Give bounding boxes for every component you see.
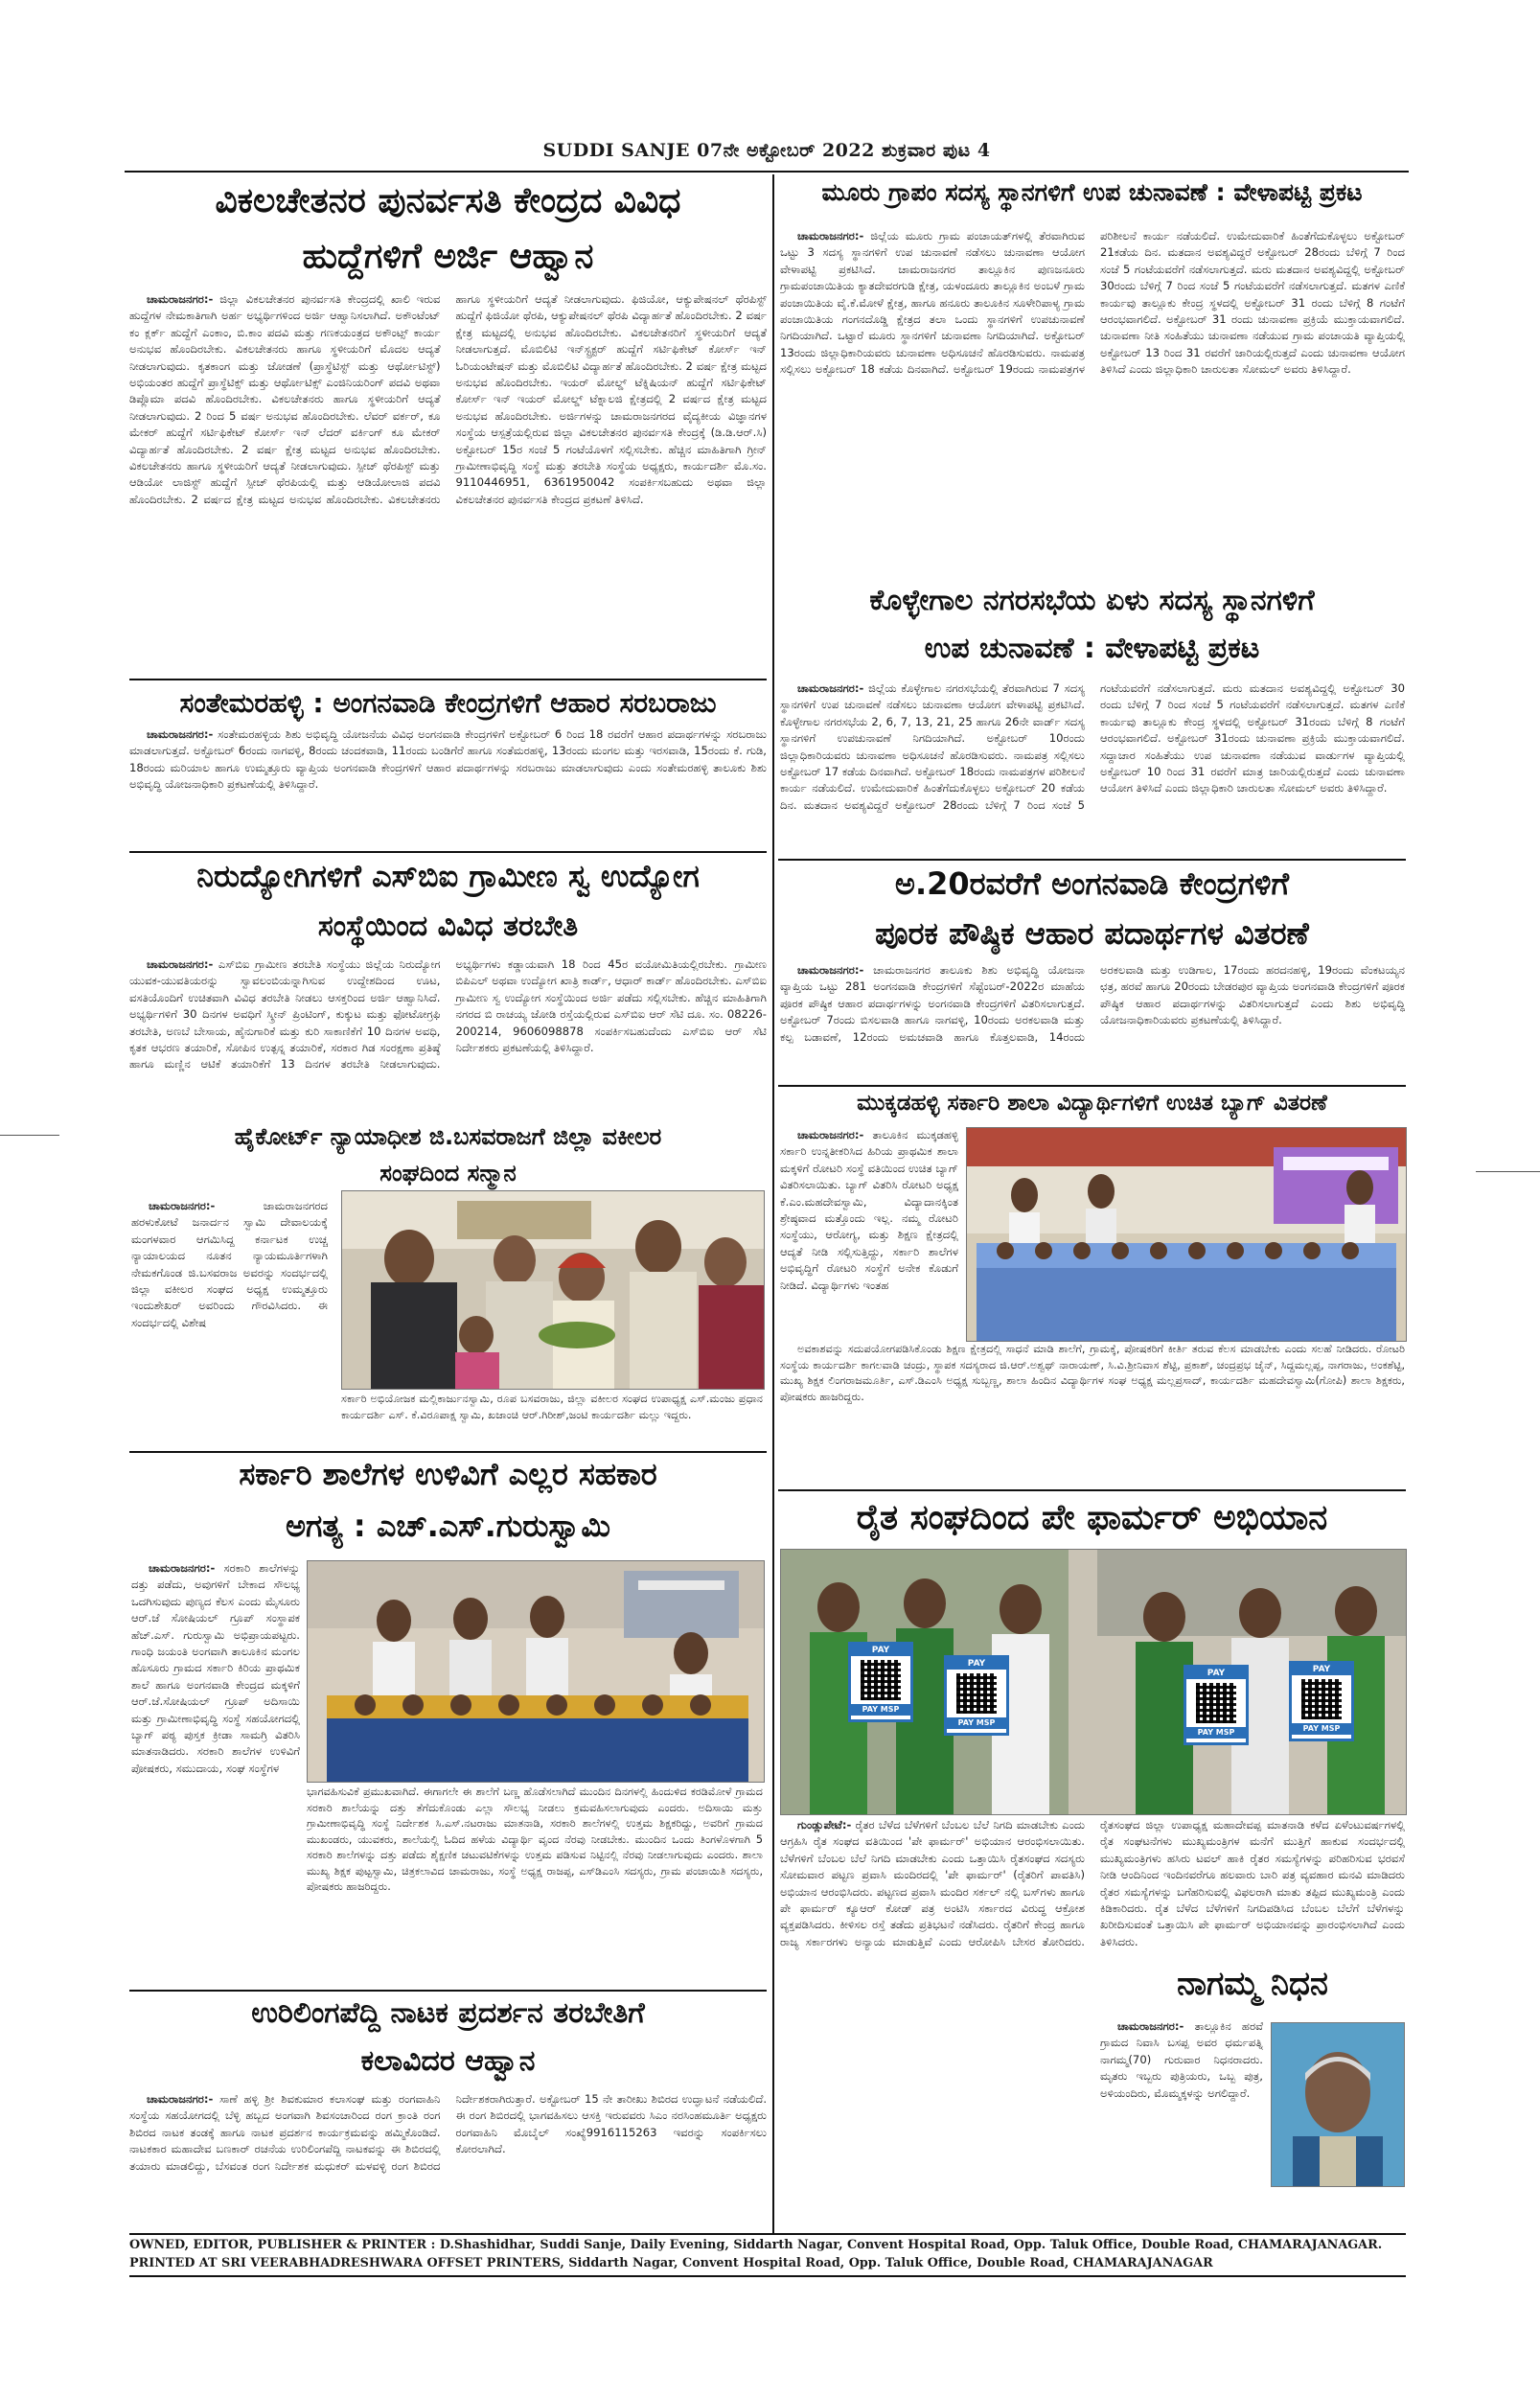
- qr-poster-label: PAY: [1186, 1668, 1246, 1679]
- article-text: ಜಿಲ್ಲೆಯ ಮೂರು ಗ್ರಾಮ ಪಂಚಾಯತ್‌ಗಳಲ್ಲಿ ತೆರವಾಗಿರುವ ಒಟ್ಟು 3 ಸದಸ್ಯ ಸ್ಥಾನಗಳಿಗೆ ಉಪ ಚುನಾವಣೆ ನಡೆಸಲು ಚುನಾವಣಾ ಆಯೋಗ ವೇಳಾಪಟ್ಟಿ ಪ್ರಕಟಿಸಿದೆ. ಚಾಮರಾಜನಗರ ತಾಲ್ಲೂಕಿನ ಪುಣಜನೂರು ಗ್ರಾಮಪಂಚಾಯಿತಿಯ ಕ್ಯಾತದೇವರಗುಡಿ ಕ್ಷೇತ್ರ, ಯಳಂದೂರು ತಾಲ್ಲೂಕಿನ ಅಂಬಳೆ ಗ್ರಾಮ ಪಂಚಾಯಿತಿಯ ವೈ.ಕೆ.ಮೋಳೆ ಕ್ಷೇತ್ರ, ಹಾಗೂ ಹನೂರು ತಾಲೂಕಿನ ಸೂಳೇರಿಪಾಳ್ಯ ಗ್ರಾಮ ಪಂಚಾಯಿತಿಯ ಗಂಗನದೊಡ್ಡಿ ಕ್ಷೇತ್ರದ ತಲಾ ಒಂದು ಸ್ಥಾನಗಳಿಗೆ ಉಪಚುನಾವಣೆ ನಿಗದಿಯಾಗಿದೆ. ಒಟ್ಟಾರೆ ಮೂರು ಸ್ಥಾನಗಳಿಗೆ ಚುನಾವಣಾ ನಿಗದಿಯಾಗಿದೆ. ಅಕ್ಟೋಬರ್ 13ರಂದು ಜಿಲ್ಲಾಧಿಕಾರಿಯವರು ಚುನಾವಣಾ ಅಧಿಸೂಚನೆ ಹೊರಡಿಸುವರು. ನಾಮಪತ್ರ ಸಲ್ಲಿಸಲು ಅಕ್ಟೋಬರ್ 18 ಕಡೆಯ ದಿನವಾಗಿದೆ. ಅಕ್ಟೋಬರ್ 19ರಂದು ನಾಮಪತ್ರಗಳ ಪರಿಶೀಲನೆ ಕಾರ್ಯ ನಡೆಯಲಿದೆ. ಉಮೇದುವಾರಿಕೆ ಹಿಂತೆಗೆದುಕೊಳ್ಳಲು ಅಕ್ಟೋಬರ್ 21ಕಡೆಯ ದಿನ. ಮತದಾನ ಅವಶ್ಯವಿದ್ದರೆ ಅಕ್ಟೋಬರ್ 28ರಂದು ಬೆಳಿಗ್ಗೆ 7 ರಿಂದ ಸಂಜೆ 5 ಗಂಟೆಯವರೆಗೆ ನಡೆಸಲಾಗುತ್ತದೆ. ಮರು ಮತದಾನ ಅವಶ್ಯವಿದ್ದಲ್ಲಿ ಅಕ್ಟೋಬರ್ 30ರಂದು ಬೆಳಿಗ್ಗೆ 7 ರಿಂದ ಸಂಜೆ 5 ಗಂಟೆಯವರೆಗೆ ನಡೆಸಲಾಗುತ್ತದೆ. ಮತಗಳ ಎಣಿಕೆ ಕಾರ್ಯವು ತಾಲ್ಲೂಕು ಕೇಂದ್ರ ಸ್ಥಳದಲ್ಲಿ ಅಕ್ಟೋಬರ್ 31 ರಂದು ಬೆಳಿಗ್ಗೆ 8 ಗಂಟೆಗೆ ಆರಂಭವಾಗಲಿದೆ. ಅಕ್ಟೋಬರ್ 31 ರಂದು ಚುನಾವಣಾ ಪ್ರಕ್ರಿಯೆ ಮುಕ್ತಾಯವಾಗಲಿದೆ. ಚುನಾವಣಾ ನೀತಿ ಸಂಹಿತೆಯು ಚುನಾವಣಾ ನಡೆಯುವ ಗ್ರಾಮ ಪಂಚಾಯತಿ ವ್ಯಾಪ್ತಿಯಲ್ಲಿ ಅಕ್ಟೋಬರ್ 13 ರಿಂದ 31 ರವರೆಗೆ ಜಾರಿಯಲ್ಲಿರುತ್ತದೆ ಎಂದು ಚುನಾವಣಾ ಆಯೋಗ ತಿಳಿಸಿದೆ ಎಂದು ಜಿಲ್ಲಾಧಿಕಾರಿ ಚಾರುಲತಾ ಸೋಮಲ್ ಅವರು ತಿಳಿಸಿದ್ದಾರೆ.: [780, 229, 1405, 377]
- article-text: ಚಾಮರಾಜನಗರ ತಾಲೂಕು ಶಿಶು ಅಭಿವೃದ್ಧಿ ಯೋಜನಾ ವ್ಯಾಪ್ತಿಯ ಒಟ್ಟು 281 ಅಂಗನವಾಡಿ ಕೇಂದ್ರಗಳಿಗೆ ಸೆಪ್ಟೆಂಬರ್-2022ರ ಮಾಹೆಯ ಪೂರಕ ಪೌಷ್ಠಿಕ ಆಹಾರ ಪದಾರ್ಥಗಳನ್ನು ಅಂಗನವಾಡಿ ಕೇಂದ್ರಗಳಿಗೆ ವಿತರಿಸಲಾಗುತ್ತದೆ. ಅಕ್ಟೋಬರ್ 7ರಂದು ಬಿಸಲವಾಡಿ ಹಾಗೂ ನಾಗವಳ್ಳಿ, 10ರಂದು ಅರಕಲವಾಡಿ ಮತ್ತು ಕಲ್ಪ ಬಡಾವಣೆ, 12ರಂದು ಅಮಚವಾಡಿ ಹಾಗೂ ಕೊತ್ತಲವಾಡಿ, 14ರಂದು ಅರಕಲವಾಡಿ ಮತ್ತು ಉಡಿಗಾಲ, 17ರಂದು ಹರದನಹಳ್ಳಿ, 19ರಂದು ವೆಂಕಟಯ್ಯನ ಛತ್ರ, ಹರವೆ ಹಾಗೂ 20ರಂದು ಬೇಡರಪುರ ವ್ಯಾಪ್ತಿಯ ಅಂಗನವಾಡಿ ಕೇಂದ್ರಗಳಿಗೆ ಪೂರಕ ಪೌಷ್ಠಿಕ ಆಹಾರ ಪದಾರ್ಥಗಳನ್ನು ವಿತರಿಸಲಾಗುತ್ತದೆ ಎಂದು ಶಿಶು ಅಭಿವೃದ್ಧಿ ಯೋಜನಾಧಿಕಾರಿಯವರು ಪ್ರಕಟಣೆಯಲ್ಲಿ ತಿಳಿಸಿದ್ದಾರೆ.: [780, 963, 1405, 1044]
- obituary-body: [1100, 2018, 1263, 2229]
- bags-headline: ಮುಕ್ಕಡಹಳ್ಳಿ ಸರ್ಕಾರಿ ಶಾಲಾ ವಿದ್ಯಾರ್ಥಿಗಳಿಗೆ ಉಚಿತ ಬ್ಯಾಗ್ ವಿತರಣೆ: [857, 1091, 1327, 1116]
- obituary-headline: ನಾಗಮ್ಮ ನಿಧನ: [1177, 1965, 1328, 2003]
- payfarmer-photo: [780, 1549, 1407, 1815]
- schools-photo: [307, 1560, 765, 1783]
- kollegal-headline-2: ಉಪ ಚುನಾವಣೆ : ವೇಳಾಪಟ್ಟಿ ಪ್ರಕಟ: [924, 632, 1260, 665]
- article-text: ಸಾಣೆ ಹಳ್ಳಿ ಶ್ರೀ ಶಿವಕುಮಾರ ಕಲಾಸಂಘ ಮತ್ತು ರಂಗವಾಹಿನಿ ಸಂಸ್ಥೆಯ ಸಹಯೋಗದಲ್ಲಿ ಬೆಳ್ಳಿ ಹಬ್ಬದ ಅಂಗವಾಗಿ ಶಿವಸಂಚಾರಿಂದ ರಂಗ ಕ್ರಾಂತಿ ರಂಗ ಶಿಬಿರದ ನಾಟಕ ತಂಡಕ್ಕೆ ಹಾಗೂ ನಾಟಕ ಪ್ರದರ್ಶನ ಕಾರ್ಯಕ್ರಮವನ್ನು ಹಮ್ಮಿಕೊಂಡಿದೆ. ನಾಟಕಕಾರ ಮಹಾದೇವ ಬಣಕಾರ್ ರಚನೆಯ ಉರಿಲಿಂಗಪೆದ್ದಿ ನಾಟಕವನ್ನು ಈ ಶಿಬಿರದಲ್ಲಿ ತಯಾರು ಮಾಡಲಿದ್ದು, ಬೆಸವಂತ ರಂಗ ನಿರ್ದೇಶಕ ಮಧುಕರ್ ಮಳವಳ್ಳಿ ರಂಗ ಶಿಬಿರದ ನಿರ್ದೇಶಕರಾಗಿರುತ್ತಾರೆ. ಅಕ್ಟೋಬರ್ 15 ನೇ ತಾರೀಖು ಶಿಬಿರದ ಉದ್ಘಾಟನೆ ನಡೆಯಲಿದೆ. ಈ ರಂಗ ಶಿಬಿರದಲ್ಲಿ ಭಾಗವಹಿಸಲು ಆಸಕ್ತಿ ಇರುವವರು ಸಿಎಂ ನರಸಿಂಹಮೂರ್ತಿ ಅಧ್ಯಕ್ಷರು ರಂಗವಾಹಿನಿ ಮೊಬೈಲ್ ಸಂಖ್ಯೆ9916115263 ಇವರನ್ನು ಸಂಪರ್ಕಿಸಲು ಕೋರಲಾಗಿದೆ.: [129, 2092, 767, 2173]
- kollegal-headline-1: ಕೊಳ್ಳೇಗಾಲ ನಗರಸಭೆಯ ಏಳು ಸದಸ್ಯ ಸ್ಥಾನಗಳಿಗೆ: [869, 584, 1315, 617]
- article-text: ರೈತರ ಬೆಳೆದ ಬೆಳೆಗಳಿಗೆ ಬೆಂಬಲ ಬೆಲೆ ನಿಗದಿ ಮಾಡಬೇಕು ಎಂದು ಆಗ್ರಹಿಸಿ ರೈತ ಸಂಘದ ವತಿಯಿಂದ 'ಪೇ ಫಾರ್ಮರ್' ಅಭಿಯಾನ ಆರಂಭಿಸಲಾಯಿತು. ಬೆಳೆಗಳಿಗೆ ಬೆಂಬಲ ಬೆಲೆ ನಿಗದಿ ಮಾಡಬೇಕು ಎಂದು ಒತ್ತಾಯಿಸಿ ರೈತಸಂಘದ ಸದಸ್ಯರು ಸೋಮವಾರ ಪಟ್ಟಣ ಪ್ರವಾಸಿ ಮಂದಿರದಲ್ಲಿ 'ಪೇ ಫಾರ್ಮರ್' (ರೈತರಿಗೆ ಪಾವತಿಸಿ) ಅಭಿಯಾನ ಆರಂಭಿಸಿದರು. ಪಟ್ಟಣದ ಪ್ರವಾಸಿ ಮಂದಿರ ಸರ್ಕಲ್ ನಲ್ಲಿ ಬಸ್‌ಗಳು ಹಾಗೂ ಪೇ ಫಾರ್ಮರ್ ಕ್ಯೂಆರ್ ಕೋಡ್ ಪತ್ರ ಅಂಟಿಸಿ ಸರ್ಕಾರದ ವಿರುದ್ಧ ಆಕ್ರೋಶ ವ್ಯಕ್ತಪಡಿಸಿದರು. ಕೀಳಿಸಲ ರಸ್ತೆ ತಡೆದು ಪ್ರತಿಭಟನೆ ನಡೆಸಿದರು. ರೈತರಿಗೆ ಕೇಂದ್ರ ಹಾಗೂ ರಾಜ್ಯ ಸರ್ಕಾರಗಳು ಅನ್ಯಾಯ ಮಾಡುತ್ತಿವೆ ಎಂದು ಆರೋಪಿಸಿ ಬೇಸರ ತೋರಿದರು. ರೈತಸಂಘದ ಜಿಲ್ಲಾ ಉಪಾಧ್ಯಕ್ಷ ಮಹಾದೇವಪ್ಪ ಮಾತನಾಡಿ ಕಳೆದ ಏಳೆಂಟುವರ್ಷಗಳಲ್ಲಿ ರೈತ ಸಂಘಟನೆಗಳು ಮುಖ್ಯಮಂತ್ರಿಗಳ ಮನೆಗೆ ಮುತ್ತಿಗೆ ಹಾಕುವ ಸಂದರ್ಭದಲ್ಲಿ ಮುಖ್ಯಮಂತ್ರಿಗಳು ಹಸಿರು ಟವಲ್ ಹಾಕಿ ರೈತರ ಸಮಸ್ಯೆಗಳನ್ನು ಪರಿಹರಿಸುವ ಭರವಸೆ ನೀಡಿ ಆಂದಿನಿಂದ ಇಂದಿನವರೆಗೂ ಹಲವಾರು ಬಾರಿ ಪತ್ರ ವ್ಯವಹಾರ ಮನವಿ ಮಾಡಿದರು ರೈತರ ಸಮಸ್ಯೆಗಳನ್ನು ಬಗೆಹರಿಸುವಲ್ಲಿ ವಿಫಲರಾಗಿ ಮಾತು ತಪ್ಪಿದ ಮುಖ್ಯಮಂತ್ರಿ ಎಂದು ಕಿಡಿಕಾರಿದರು. ರೈತ ಬೆಳೆದ ಬೆಳೆಗಳಿಗೆ ನಿಗದಿಪಡಿಸಿದ ಬೆಂಬಲ ಬೆಲೆಗೆ ಬೆಳೆಗಳನ್ನು ಖರೀದಿಸುವಂತೆ ಒತ್ತಾಯಿಸಿ ಪೇ ಫಾರ್ಮರ್ ಅಭಿಯಾನವನ್ನು ಪ್ರಾರಂಭಿಸಲಾಗಿದೆ ಎಂದು ತಿಳಿಸಿದರು.: [780, 1818, 1405, 1948]
- qr-code-icon: [956, 1673, 997, 1714]
- nutrition-headline-1: ಅ.20ರವರೆಗೆ ಅಂಗನವಾಡಿ ಕೇಂದ್ರಗಳಿಗೆ: [894, 865, 1290, 902]
- dateline: ಚಾಮರಾಜನಗರ:-: [797, 963, 864, 977]
- margin-mark-right: [1476, 1171, 1540, 1172]
- footer-line-2: PRINTED AT SRI VEERABHADRESHWARA OFFSET PRINTERS, Siddarth Nagar, Convent Hospital Road, Opp. Taluk Office, Double Road, CHAMARAJANAGAR: [129, 2256, 1213, 2270]
- footer-rule: [129, 2233, 1406, 2235]
- column-divider: [772, 174, 774, 2233]
- schools-article-body: [131, 1560, 300, 2039]
- qr-poster-label: PAY: [1292, 1664, 1351, 1675]
- masthead: [125, 140, 1409, 169]
- issue-date: 07ನೇ ಅಕ್ಟೋಬರ್ 2022 ಶುಕ್ರವಾರ: [697, 140, 936, 161]
- qr-poster: [848, 1642, 913, 1722]
- qr-code-icon: [861, 1660, 901, 1700]
- dateline: ಚಾಮರಾಜನಗರ:-: [147, 292, 214, 306]
- schools-photo-art: [308, 1561, 764, 1782]
- schools-headline-2: ಅಗತ್ಯ : ಎಚ್.ಎಸ್.ಗುರುಸ್ವಾಮಿ: [285, 1508, 611, 1544]
- obituary-portrait: [1271, 2022, 1405, 2187]
- qr-poster-label-bottom: PAY MSP: [947, 1717, 1006, 1729]
- schools-caption: ಭಾಗವಹಿಸುವಿಕೆ ಪ್ರಮುಖವಾಗಿದೆ. ಈಗಾಗಲೇ ಈ ಶಾಲೆಗೆ ಬಣ್ಣ ಹೊಡೆಸಲಾಗಿದೆ ಮುಂದಿನ ದಿನಗಳಲ್ಲಿ ಹಿಂದುಳಿದ ಕರಡಿಮೋಳೆ ಗ್ರಾಮದ ಸರಕಾರಿ ಶಾಲೆಯನ್ನು ದತ್ತು ತೆಗೆದುಕೊಂಡು ಎಲ್ಲಾ ಸೌಲಭ್ಯ ನೀಡಲು ಕ್ರಮವಹಿಸಲಾಗುವುದು ಎಂದರು. ಅದಿಸಾಯಿ ಮತ್ತು ಗ್ರಾಮೀಣಾಭಿವೃದ್ಧಿ ಸಂಸ್ಥೆ ನಿರ್ದೇಶಕ ಸಿ.ಎಸ್.ನಟರಾಜು ಮಾತನಾಡಿ, ಸರಕಾರಿ ಶಾಲೆಗಳಲ್ಲಿ ಉತ್ತಮ ಶಿಕ್ಷಕರಿದ್ದು, ಅವರಿಗೆ ಗ್ರಾಮದ ಮುಖಂಡರು, ಯುವಕರು, ಶಾಲೆಯಲ್ಲಿ ಓದಿದ ಹಳೆಯ ವಿದ್ಯಾರ್ಥಿ ವೃಂದ ನೆರವು ನೀಡಬೇಕು. ಮುಂದಿನ ಒಂದು ತಿಂಗಳೊಳಗಾಗಿ 5 ಸರಕಾರಿ ಶಾಲೆಗಳನ್ನು ದತ್ತು ಪಡೆದು ಶೈಕ್ಷಣಿಕ ಚಟುವಟಿಕೆಗಳನ್ನು ಉತ್ತಮ ಪಡಿಸುವ ನಿಟ್ಟಿನಲ್ಲಿ ನೆರವು ನೀಡಲಾಗುವುದು ಎಂದರು. ಶಾಲಾ ಮುಖ್ಯ ಶಿಕ್ಷಕ ಪುಟ್ಟಸ್ವಾಮಿ, ಚಿತ್ರಕಲಾವಿದ ಚಾಮರಾಜು, ಸಂಸ್ಥೆ ಅಧ್ಯಕ್ಷ ರಾಜಪ್ಪ, ಎಸ್‌ಡಿಎಂಸಿ ಸದಸ್ಯರು, ಗ್ರಾಮ ಪಂಚಾಯಿತಿ ಸದಸ್ಯರು, ಪೋಷಕರು ಹಾಜರಿದ್ದರು.: [307, 1785, 763, 1893]
- bags-caption: ಅವಕಾಶವನ್ನು ಸದುಪಯೋಗಪಡಿಸಿಕೊಂಡು ಶಿಕ್ಷಣ ಕ್ಷೇತ್ರದಲ್ಲಿ ಸಾಧನೆ ಮಾಡಿ ಶಾಲೆಗೆ, ಗ್ರಾಮಕ್ಕೆ, ಪೋಷಕರಿಗೆ ಕೀರ್ತಿ ತರುವ ಕೆಲಸ ಮಾಡಬೇಕು ಎಂದು ಸಲಹೆ ನೀಡಿದರು. ರೋಟರಿ ಸಂಸ್ಥೆಯ ಕಾರ್ಯದರ್ಶಿ ಕಾಗಲವಾಡಿ ಚಂದ್ರು, ಸ್ಥಾಪಕ ಸದಸ್ಯರಾದ ಜಿ.ಆರ್.ಅಶ್ವಥ್ ನಾರಾಯಣ್, ಸಿ.ವಿ.ಶ್ರೀನಿವಾಸ ಶೆಟ್ಟಿ, ಪ್ರಕಾಶ್, ಚಂದ್ರಪ್ರಭ ಜೈನ್, ಸಿದ್ದಮಲ್ಲಪ್ಪ, ನಾಗರಾಜು, ಅಂಕಶೆಟ್ಟಿ, ಮುಖ್ಯ ಶಿಕ್ಷಕ ಲಿಂಗರಾಜಮೂರ್ತಿ, ಎಸ್.ಡಿಎಂಸಿ ಅಧ್ಯಕ್ಷ ಸುಬ್ಬಣ್ಣ, ಶಾಲಾ ಹಿಂದಿನ ವಿದ್ಯಾರ್ಥಿಗಳ ಸಂಘ ಅಧ್ಯಕ್ಷ ಮಲ್ಲಪ್ರಸಾದ್, ಕಾರ್ಯದರ್ಶಿ ಮಹದೇವಸ್ವಾಮಿ(ಗೋಪಿ) ಶಾಲಾ ಶಿಕ್ಷಕರು, ಪೋಷಕರು ಹಾಜರಿದ್ದರು.: [780, 1343, 1405, 1403]
- obituary-portrait-art: [1272, 2023, 1404, 2186]
- dateline: ಚಾಮರಾಜನಗರ:-: [147, 2092, 214, 2106]
- page-number: ಪುಟ 4: [942, 140, 991, 161]
- bags-photo: [966, 1127, 1407, 1342]
- margin-mark-left: [0, 1135, 59, 1136]
- kollegal-body: [780, 680, 1405, 882]
- qr-poster: [1184, 1665, 1249, 1745]
- dateline: ಚಾಮರಾಜನಗರ:-: [149, 1561, 216, 1575]
- qr-poster-label-bottom: PAY MSP: [1292, 1723, 1351, 1735]
- sbi-headline-2: ಸಂಸ್ಥೆಯಿಂದ ವಿವಿಧ ತರಬೇತಿ: [317, 910, 579, 943]
- dateline: ಚಾಮರಾಜನಗರ:-: [147, 727, 214, 741]
- payfarmer-headline: ರೈತ ಸಂಘದಿಂದ ಪೇ ಫಾರ್ಮರ್ ಅಭಿಯಾನ: [856, 1498, 1328, 1537]
- nutrition-headline-2: ಪೂರಕ ಪೌಷ್ಠಿಕ ಆಹಾರ ಪದಾರ್ಥಗಳ ವಿತರಣೆ: [875, 915, 1309, 952]
- felicitation-caption: ಸರ್ಕಾರಿ ಅಭಿಯೋಜಕ ಮಲ್ಲಿಕಾರ್ಜುನಸ್ವಾಮಿ, ರೂಪ ಬಸವರಾಜು, ಜಿಲ್ಲಾ ವಕೀಲರ ಸಂಘದ ಉಪಾಧ್ಯಕ್ಷ ಎಸ್.ಮಂಜು ಪ್ರಧಾನ ಕಾರ್ಯದರ್ಶಿ ಎಸ್. ಕೆ.ವಿರೂಪಾಕ್ಷ ಸ್ವಾಮಿ, ಖಜಾಂಚಿ ಆರ್.ಗಿರೀಶ್,ಜಂಟಿ ಕಾರ್ಯದರ್ಶಿ ಮಲ್ಲು ಇದ್ದರು.: [341, 1393, 763, 1421]
- masthead-rule: [125, 171, 1409, 173]
- highcourt-article-body: [131, 1198, 328, 1449]
- felicitation-photo-art: [342, 1191, 764, 1389]
- drama-article-body: [129, 2091, 767, 2231]
- highcourt-headline-2: ಸಂಘದಿಂದ ಸನ್ಮಾನ: [379, 1160, 517, 1186]
- rehab-article-body: [129, 291, 767, 675]
- article-text: ಜಿಲ್ಲೆಯ ಕೊಳ್ಳೇಗಾಲ ನಗರಸಭೆಯಲ್ಲಿ ತೆರವಾಗಿರುವ 7 ಸದಸ್ಯ ಸ್ಥಾನಗಳಿಗೆ ಉಪ ಚುನಾವಣೆ ನಡೆಸಲು ಚುನಾವಣಾ ಆಯೋಗ ವೇಳಾಪಟ್ಟಿ ಪ್ರಕಟಿಸಿದೆ. ಕೊಳ್ಳೇಗಾಲ ನಗರಸಭೆಯ 2, 6, 7, 13, 21, 25 ಹಾಗೂ 26ನೇ ವಾರ್ಡ್ ಸದಸ್ಯ ಸ್ಥಾನಗಳಿಗೆ ಉಪಚುನಾವಣೆ ನಿಗದಿಯಾಗಿದೆ. ಅಕ್ಟೋಬರ್ 10ರಂದು ಜಿಲ್ಲಾಧಿಕಾರಿಯವರು ಚುನಾವಣಾ ಅಧಿಸೂಚನೆ ಹೊರಡಿಸುವರು. ನಾಮಪತ್ರ ಸಲ್ಲಿಸಲು ಅಕ್ಟೋಬರ್ 17 ಕಡೆಯ ದಿನವಾಗಿದೆ. ಅಕ್ಟೋಬರ್ 18ರಂದು ನಾಮಪತ್ರಗಳ ಪರಿಶೀಲನೆ ಕಾರ್ಯ ನಡೆಯಲಿದೆ. ಉಮೇದುವಾರಿಕೆ ಹಿಂತೆಗೆದುಕೊಳ್ಳಲು ಅಕ್ಟೋಬರ್ 20 ಕಡೆಯ ದಿನ. ಮತದಾನ ಅವಶ್ಯವಿದ್ದರೆ ಅಕ್ಟೋಬರ್ 28ರಂದು ಬೆಳಿಗ್ಗೆ 7 ರಿಂದ ಸಂಜೆ 5 ಗಂಟೆಯವರೆಗೆ ನಡೆಸಲಾಗುತ್ತದೆ. ಮರು ಮತದಾನ ಅವಶ್ಯವಿದ್ದಲ್ಲಿ ಅಕ್ಟೋಬರ್ 30 ರಂದು ಬೆಳಿಗ್ಗೆ 7 ರಿಂದ ಸಂಜೆ 5 ಗಂಟೆಯವರೆಗೆ ನಡೆಸಲಾಗುತ್ತದೆ. ಮತಗಳ ಎಣಿಕೆ ಕಾರ್ಯವು ತಾಲ್ಲೂಕು ಕೇಂದ್ರ ಸ್ಥಳದಲ್ಲಿ ಅಕ್ಟೋಬರ್ 31ರಂದು ಬೆಳಿಗ್ಗೆ 8 ಗಂಟೆಗೆ ಆರಂಭವಾಗಲಿದೆ. ಅಕ್ಟೋಬರ್ 31ರಂದು ಚುನಾವಣಾ ಪ್ರಕ್ರಿಯೆ ಮುಕ್ತಾಯವಾಗಲಿದೆ. ಸದ್ದಾಚಾರ ಸಂಹಿತೆಯು ಉಪ ಚುನಾವಣಾ ನಡೆಯುವ ವಾರ್ಡುಗಳ ವ್ಯಾಪ್ತಿಯಲ್ಲಿ ಅಕ್ಟೋಬರ್ 10 ರಿಂದ 31 ರವರೆಗೆ ಮಾತ್ರ ಜಾರಿಯಲ್ಲಿರುತ್ತದೆ ಎಂದು ಚುನಾವಣಾ ಆಯೋಗ ತಿಳಿಸಿದೆ ಎಂದು ಜಿಲ್ಲಾಧಿಕಾರಿ ಚಾರುಲತಾ ಸೋಮಲ್ ಅವರು ತಿಳಿಸಿದ್ದಾರೆ.: [780, 681, 1405, 812]
- article-text: ತಾಲ್ಲೂಕಿನ ಹರವೆ ಗ್ರಾಮದ ನಿವಾಸಿ ಬಸಪ್ಪ ಅವರ ಧರ್ಮಪತ್ನಿ ನಾಗಮ್ಮ(70) ಗುರುವಾರ ನಿಧನರಾದರು. ಮೃತರು ಇಬ್ಬರು ಪುತ್ರಿಯರು, ಒಬ್ಬ ಪುತ್ರ, ಅಳಿಯಂದಿರು, ಮೊಮ್ಮಕ್ಕಳನ್ನು ಅಗಲಿದ್ದಾರೆ.: [1100, 2019, 1263, 2100]
- article-text: ಎಸ್‌ಬಿಐ ಗ್ರಾಮೀಣ ತರಬೇತಿ ಸಂಸ್ಥೆಯು ಜಿಲ್ಲೆಯ ನಿರುದ್ಯೋಗ ಯುವಕ-ಯುವತಿಯರನ್ನು ಸ್ವಾವಲಂಬಿಯನ್ನಾಗಿಸುವ ಉದ್ದೇಶದಿಂದ ಊಟ, ವಸತಿಯೊಂದಿಗೆ ಉಚಿತವಾಗಿ ವಿವಿಧ ತರಬೇತಿ ನೀಡಲು ಆಸಕ್ತರಿಂದ ಅರ್ಜಿ ಆಹ್ವಾನಿಸಿದೆ. ಅಭ್ಯರ್ಥಿಗಳಿಗೆ 30 ದಿನಗಳ ಅವಧಿಗೆ ಸ್ಕ್ರೀನ್ ಪ್ರಿಂಟಿಂಗ್, ಕುಕ್ಕುಟ ಮತ್ತು ಫೋಟೋಗ್ರಫಿ ತರಬೇತಿ, ಅಣಬೆ ಬೇಸಾಯ, ಹೈನುಗಾರಿಕೆ ಮತ್ತು ಕುರಿ ಸಾಕಾಣಿಕೆಗೆ 10 ದಿನಗಳ ಅವಧಿ, ಕೃತಕ ಆಭರಣ ತಯಾರಿಕೆ, ಸೋಪಿನ ಉತ್ಪನ್ನ ತಯಾರಿಕೆ, ಸರಕಾರ ಗಿಡ ಸಂರಕ್ಷಣಾ ಪ್ರತಿಷ್ಠೆ ಹಾಗೂ ಮಣ್ಣಿನ ಆಟಿಕೆ ತಯಾರಿಕೆಗೆ 13 ದಿನಗಳ ತರಬೇತಿ ನೀಡಲಾಗುವುದು. ಅಭ್ಯರ್ಥಿಗಳು ಕಡ್ಡಾಯವಾಗಿ 18 ರಿಂದ 45ರ ವಯೋಮಿತಿಯಲ್ಲಿರಬೇಕು. ಗ್ರಾಮೀಣ ಬಿಪಿಎಲ್ ಅಥವಾ ಉದ್ಯೋಗ ಖಾತ್ರಿ ಕಾರ್ಡ್, ಆಧಾರ್ ಕಾರ್ಡ್ ಹೊಂದಿರಬೇಕು. ಎಸ್‌ಬಿಐ ಗ್ರಾಮೀಣ ಸ್ವ ಉದ್ಯೋಗ ಸಂಸ್ಥೆಯಿಂದ ಅರ್ಜಿ ಪಡೆದು ಸಲ್ಲಿಸಬೇಕು. ಹೆಚ್ಚಿನ ಮಾಹಿತಿಗಾಗಿ ನಗರದ ಬಿ ರಾಚಯ್ಯ ಜೋಡಿ ರಸ್ತೆಯಲ್ಲಿರುವ ಎಸ್‌ಬಿಐ ಆರ್ ಸೆಟಿ ದೂ. ಸಂ. 08226-200214, 9606098878 ಸಂಪರ್ಕಿಸಬಹುದೆಂದು ಎಸ್‌ಬಿಐ ಆರ್ ಸೆಟಿ ನಿರ್ದೇಶಕರು ಪ್ರಕಟಣೆಯಲ್ಲಿ ತಿಳಿಸಿದ್ದಾರೆ.: [129, 957, 767, 1071]
- dateline: ಚಾಮರಾಜನಗರ:-: [797, 229, 864, 242]
- sbi-headline-1: ನಿರುದ್ಯೋಗಿಗಳಿಗೆ ಎಸ್‌ಬಿಐ ಗ್ರಾಮೀಣ ಸ್ವ ಉದ್ಯೋಗ: [196, 858, 700, 894]
- article-text: ಸರಕಾರಿ ಶಾಲೆಗಳನ್ನು ದತ್ತು ಪಡೆದು, ಅವುಗಳಿಗೆ ಬೇಕಾದ ಸೌಲಭ್ಯ ಒದಗಿಸುವುದು ಪುಣ್ಯದ ಕೆಲಸ ಎಂದು ಮೈಸೂರು ಆರ್.ಜೆ ಸೋಷಿಯಲ್ ಗ್ರೂಪ್ ಸಂಸ್ಥಾಪಕ ಹೆಚ್.ಎಸ್. ಗುರುಸ್ವಾಮಿ ಅಭಿಪ್ರಾಯಪಟ್ಟರು. ಗಾಂಧಿ ಜಯಂತಿ ಅಂಗವಾಗಿ ತಾಲೂಕಿನ ಮಂಗಲ ಹೊಸೂರು ಗ್ರಾಮದ ಸರ್ಕಾರಿ ಕಿರಿಯ ಪ್ರಾಥಮಿಕ ಶಾಲೆ ಹಾಗೂ ಅಂಗನವಾಡಿ ಕೇಂದ್ರದ ಮಕ್ಕಳಿಗೆ ಆರ್.ಜೆ.ಸೋಷಿಯಲ್ ಗ್ರೂಪ್ ಅದಿಸಾಯಿ ಮತ್ತು ಗ್ರಾಮೀಣಾಭಿವೃದ್ಧಿ ಸಂಸ್ಥೆ ಸಹಯೋಗದಲ್ಲಿ ಬ್ಯಾಗ್ ಪಠ್ಯ ಪುಸ್ತಕ ಕ್ರೀಡಾ ಸಾಮಗ್ರಿ ವಿತರಿಸಿ ಮಾತನಾಡಿದರು. ಸರಕಾರಿ ಶಾಲೆಗಳ ಉಳಿವಿಗೆ ಪೋಷಕರು, ಸಮುದಾಯ, ಸಂಘ ಸಂಸ್ಥೆಗಳ: [131, 1561, 300, 1775]
- dateline: ಚಾಮರಾಜನಗರ:-: [797, 1128, 864, 1141]
- drama-headline-1: ಉರಿಲಿಂಗಪೆದ್ದಿ ನಾಟಕ ಪ್ರದರ್ಶನ ತರಬೇತಿಗೆ: [251, 1996, 645, 2030]
- dateline: ಚಾಮರಾಜನಗರ:-: [149, 1199, 216, 1212]
- dateline: ಚಾಮರಾಜನಗರ:-: [797, 681, 864, 695]
- bags-photo-art: [967, 1128, 1406, 1341]
- footer-rule-bottom: [129, 2275, 1406, 2277]
- qr-code-icon: [1196, 1683, 1236, 1723]
- article-text: ಸಂತೇಮರಹಳ್ಳಿಯ ಶಿಶು ಅಭಿವೃದ್ಧಿ ಯೋಜನೆಯ ವಿವಿಧ ಅಂಗನವಾಡಿ ಕೇಂದ್ರಗಳಿಗೆ ಅಕ್ಟೋಬರ್ 6 ರಿಂದ 18 ರವರೆಗೆ ಆಹಾರ ಪದಾರ್ಥಗಳನ್ನು ಸರಬರಾಜು ಮಾಡಲಾಗುತ್ತದೆ. ಅಕ್ಟೋಬರ್ 6ರಂದು ನಾಗವಳ್ಳಿ, 8ರಂದು ಚಂದಕವಾಡಿ, 11ರಂದು ಬಂಡಿಗೆರೆ ಹಾಗೂ ಸಂತೆಮರಹಳ್ಳಿ, 13ರಂದು ಮಂಗಲ ಮತ್ತು ಇರಸವಾಡಿ, 15ರಂದು ಕೆ. ಗುಡಿ, 18ರಂದು ಮರಿಯಾಲ ಹಾಗೂ ಉಮ್ಮತ್ತೂರು ವ್ಯಾಪ್ತಿಯ ಅಂಗನವಾಡಿ ಕೇಂದ್ರಗಳಿಗೆ ಆಹಾರ ಪದಾರ್ಥಗಳನ್ನು ಸರಬರಾಜು ಮಾಡಲಾಗುವುದು ಎಂದು ಸಂತೇಮರಹಳ್ಳಿ ತಾಲೂಕು ಶಿಶು ಅಭಿವೃದ್ಧಿ ಯೋಜನಾಧಿಕಾರಿ ಪ್ರಕಟಣೆಯಲ್ಲಿ ತಿಳಿಸಿದ್ದಾರೆ.: [129, 727, 767, 792]
- qr-code-icon: [1301, 1679, 1342, 1719]
- drama-headline-2: ಕಲಾವಿದರ ಆಹ್ವಾನ: [360, 2044, 536, 2078]
- article-text: ಜಿಲ್ಲಾ ವಿಕಲಚೇತನರ ಪುನರ್ವಸತಿ ಕೇಂದ್ರದಲ್ಲಿ ಖಾಲಿ ಇರುವ ಹುದ್ದೆಗಳ ನೇಮಕಾತಿಗಾಗಿ ಅರ್ಹ ಅಭ್ಯರ್ಥಿಗಳಿಂದ ಅರ್ಜಿ ಆಹ್ವಾನಿಸಲಾಗಿದೆ. ಅಕೌಂಟೆಂಟ್ ಕಂ ಕ್ಲರ್ಕ್ ಹುದ್ದೆಗೆ ಎಂಕಾಂ, ಬಿ.ಕಾಂ ಪದವಿ ಮತ್ತು ಗಣಕಯಂತ್ರದ ಅಕೌಂಟ್ಸ್ ಕಾರ್ಯ ಅನುಭವ ಹೊಂದಿರಬೇಕು. ವಿಕಲಚೇತನರು ಹಾಗೂ ಸ್ಥಳೀಯರಿಗೆ ಮೊದಲ ಆದ್ಯತೆ ನೀಡಲಾಗುವುದು. ಕೃತಕಾಂಗ ಮತ್ತು ಜೋಡಣೆ (ಪ್ರಾಸ್ಥೆಟಿಸ್ಟ್ ಮತ್ತು ಆರ್ಥೋಟಿಸ್ಟ್) ಅಭಿಯಂತರ ಹುದ್ದೆಗೆ ಪ್ರಾಸ್ಥೆಟಿಕ್ಸ್ ಮತ್ತು ಆರ್ಥೋಟಿಕ್ಸ್ ಎಂಜಿನಿಯರಿಂಗ್ ಪದವಿ ಅಥವಾ ಡಿಪ್ಲೊಮಾ ಪದವಿ ಹೊಂದಿರಬೇಕು. ವಿಕಲಚೇತನರು ಹಾಗೂ ಸ್ಥಳೀಯರಿಗೆ ಆದ್ಯತೆ ನೀಡಲಾಗುವುದು. 2 ರಿಂದ 5 ವರ್ಷ ಅನುಭವ ಹೊಂದಿರಬೇಕು. ಲೆವರ್ ವರ್ಕರ್, ಕೂ ಮೇಕರ್ ಹುದ್ದೆಗೆ ಸರ್ಟಿಫಿಕೇಟ್ ಕೋರ್ಸ್ ಇನ್ ಲೆದರ್ ವರ್ಕಿಂಗ್ ಕೂ ಮೇಕರ್ ವಿದ್ಯಾರ್ಹತೆ ಹೊಂದಿರಬೇಕು. 2 ವರ್ಷ ಕ್ಷೇತ್ರ ಮಟ್ಟದ ಅನುಭವ ಹೊಂದಿರಬೇಕು. ವಿಕಲಚೇತನರು ಹಾಗೂ ಸ್ಥಳೀಯರಿಗೆ ಆದ್ಯತೆ ನೀಡಲಾಗುವುದು. ಸ್ಪೀಚ್ ಥೆರಪಿಸ್ಟ್ ಮತ್ತು ಆಡಿಯೋ ಲಾಜಿಸ್ಟ್ ಹುದ್ದೆಗೆ ಸ್ಪೀಚ್ ಥೆರಪಿಯಲ್ಲಿ ಮತ್ತು ಆಡಿಯೋಲಾಜಿ ಪದವಿ ಹೊಂದಿರಬೇಕು. 2 ವರ್ಷದ ಕ್ಷೇತ್ರ ಮಟ್ಟದ ಅನುಭವ ಹೊಂದಿರಬೇಕು. ವಿಕಲಚೇತನರು ಹಾಗೂ ಸ್ಥಳೀಯರಿಗೆ ಆದ್ಯತೆ ನೀಡಲಾಗುವುದು. ಫಿಜಿಯೋ, ಆಕ್ಯುಪೇಷನಲ್ ಥೆರಪಿಸ್ಟ್ ಹುದ್ದೆಗೆ ಫಿಜಿಯೋ ಥೆರಪಿ, ಆಕ್ಯುಪೇಷನಲ್ ಥೆರಪಿ ವಿದ್ಯಾರ್ಹತೆ ಹೊಂದಿರಬೇಕು. 2 ವರ್ಷ ಕ್ಷೇತ್ರ ಮಟ್ಟದಲ್ಲಿ ಅನುಭವ ಹೊಂದಿರಬೇಕು. ವಿಕಲಚೇತನರಿಗೆ ಸ್ಥಳೀಯರಿಗೆ ಆದ್ಯತೆ ನೀಡಲಾಗುತ್ತದೆ. ಮೊಬಿಲಿಟಿ ಇನ್‌ಸ್ಟ್ರಕ್ಟರ್ ಹುದ್ದೆಗೆ ಸರ್ಟಿಫಿಕೇಟ್ ಕೋರ್ಸ್ ಇನ್ ಓರಿಯಂಟೇಷನ್ ಮತ್ತು ಮೊಬಿಲಿಟಿ ವಿದ್ಯಾರ್ಹತೆ ಹೊಂದಿರಬೇಕು. 2 ವರ್ಷ ಕ್ಷೇತ್ರ ಮಟ್ಟದ ಅನುಭವ ಹೊಂದಿರಬೇಕು. ಇಯರ್ ಮೋಲ್ಡ್ ಟೆಕ್ನಿಷಿಯನ್ ಹುದ್ದೆಗೆ ಸರ್ಟಿಫಿಕೇಟ್ ಕೋರ್ಸ್ ಇನ್ ಇಯರ್ ಮೋಲ್ಡ್ ಟೆಕ್ನಾಲಜಿ ಕ್ಷೇತ್ರದಲ್ಲಿ 2 ವರ್ಷದ ಕ್ಷೇತ್ರ ಮಟ್ಟದ ಅನುಭವ ಹೊಂದಿರಬೇಕು. ಅರ್ಜಿಗಳನ್ನು ಚಾಮರಾಜನಗರದ ವೈದ್ಯಕೀಯ ವಿಜ್ಞಾನಗಳ ಸಂಸ್ಥೆಯ ಆಸ್ಪತ್ರೆಯಲ್ಲಿರುವ ಜಿಲ್ಲಾ ವಿಕಲಚೇತನರ ಪುನರ್ವಸತಿ ಕೇಂದ್ರಕ್ಕೆ (ಡಿ.ಡಿ.ಆರ್.ಸಿ) ಅಕ್ಟೋಬರ್ 15ರ ಸಂಜೆ 5 ಗಂಟೆಯೊಳಗೆ ಸಲ್ಲಿಸಬೇಕು. ಹೆಚ್ಚಿನ ಮಾಹಿತಿಗಾಗಿ ಗ್ರೀನ್ ಗ್ರಾಮೀಣಾಭಿವೃದ್ಧಿ ಸಂಸ್ಥೆ ಮತ್ತು ತರಬೇತಿ ಸಂಸ್ಥೆಯ ಅಧ್ಯಕ್ಷರು, ಕಾರ್ಯದರ್ಶಿ ಮೊ.ಸಂ. 9110446951, 6361950042 ಸಂಪರ್ಕಿಸಬಹುದು ಅಥವಾ ಜಿಲ್ಲಾ ವಿಕಲಚೇತನರ ಪುನರ್ವಸತಿ ಕೇಂದ್ರದ ಪ್ರಕಟಣೆ ತಿಳಿಸಿದೆ.: [129, 292, 767, 506]
- dateline: ಗುಂಡ್ಲುಪೇಟೆ:-: [797, 1818, 852, 1832]
- sbi-article-body: [129, 956, 767, 1121]
- felicitation-photo: [341, 1190, 765, 1390]
- dateline: ಚಾಮರಾಜನಗರ:-: [1117, 2019, 1184, 2033]
- anganwadi-food-headline: ಸಂತೇಮರಹಳ್ಳಿ : ಅಂಗನವಾಡಿ ಕೇಂದ್ರಗಳಿಗೆ ಆಹಾರ ಸರಬರಾಜು: [179, 687, 717, 719]
- schools-headline-1: ಸರ್ಕಾರಿ ಶಾಲೆಗಳ ಉಳಿವಿಗೆ ಎಲ್ಲರ ಸಹಕಾರ: [239, 1456, 657, 1492]
- gp-election-headline: ಮೂರು ಗ್ರಾಪಂ ಸದಸ್ಯ ಸ್ಥಾನಗಳಿಗೆ ಉಪ ಚುನಾವಣೆ : ವೇಳಾಪಟ್ಟಿ ಪ್ರಕಟ: [821, 178, 1363, 206]
- qr-poster: [1289, 1661, 1354, 1741]
- anganwadi-food-body: [129, 726, 767, 847]
- article-text: ತಾಲೂಕಿನ ಮುಕ್ಕಡಹಳ್ಳಿ ಸರ್ಕಾರಿ ಉನ್ನತೀಕರಿಸಿದ ಹಿರಿಯ ಪ್ರಾಥಮಿಕ ಶಾಲಾ ಮಕ್ಕಳಿಗೆ ರೋಟರಿ ಸಂಸ್ಥೆ ವತಿಯಿಂದ ಉಚಿತ ಬ್ಯಾಗ್ ವಿತರಿಸಲಾಯಿತು. ಬ್ಯಾಗ್ ವಿತರಿಸಿ ರೋಟರಿ ಅಧ್ಯಕ್ಷ ಕೆ.ಎಂ.ಮಹದೇವಸ್ವಾಮಿ, ವಿದ್ಯಾದಾನಕ್ಕಿಂತ ಶ್ರೇಷ್ಠವಾದ ಮತ್ತೊಂದು ಇಲ್ಲ. ನಮ್ಮ ರೋಟರಿ ಸಂಸ್ಥೆಯು, ಆರೋಗ್ಯ, ಮತ್ತು ಶಿಕ್ಷಣ ಕ್ಷೇತ್ರದಲ್ಲಿ ಆದ್ಯತೆ ನೀಡಿ ಸಲ್ಲಿಸುತ್ತಿದ್ದು, ಸರ್ಕಾರಿ ಶಾಲೆಗಳ ಅಭಿವೃದ್ಧಿಗೆ ರೋಟರಿ ಸಂಸ್ಥೆಗೆ ಅನೇಕ ಕೊಡುಗೆ ನೀಡಿದೆ. ವಿದ್ಯಾರ್ಥಿಗಳು ಇಂತಹ: [780, 1128, 958, 1292]
- qr-poster-label: PAY: [851, 1645, 910, 1656]
- paper-name: SUDDI SANJE: [542, 140, 690, 161]
- section-rule: [129, 679, 767, 680]
- rehab-headline-2: ಹುದ್ದೆಗಳಿಗೆ ಅರ್ಜಿ ಆಹ್ವಾನ: [302, 237, 594, 276]
- qr-poster-label-bottom: PAY MSP: [851, 1704, 910, 1716]
- qr-poster: [944, 1655, 1009, 1736]
- dateline: ಚಾಮರಾಜನಗರ:-: [147, 957, 214, 971]
- rehab-headline-1: ವಿಕಲಚೇತನರ ಪುನರ್ವಸತಿ ಕೇಂದ್ರದ ವಿವಿಧ: [215, 181, 681, 220]
- highcourt-headline-1: ಹೈಕೋರ್ಟ್ ನ್ಯಾಯಾಧೀಶ ಜಿ.ಬಸವರಾಜಗೆ ಜಿಲ್ಲಾ ವಕೀಲರ: [234, 1123, 662, 1150]
- gp-election-body: [780, 228, 1405, 577]
- qr-poster-label-bottom: PAY MSP: [1186, 1727, 1246, 1739]
- article-text: ಜಾಮರಾಜನಗರದ ಹರಳುಕೋಟೆ ಜನಾರ್ದನ ಸ್ವಾಮಿ ದೇವಾಲಯಕ್ಕೆ ಮಂಗಳವಾರ ಆಗಮಿಸಿದ್ದ ಕರ್ನಾಟಕ ಉಚ್ಚ ನ್ಯಾಯಾಲಯದ ನೂತನ ನ್ಯಾಯಮೂರ್ತಿಗಳಾಗಿ ನೇಮಕಗೊಂಡ ಜಿ.ಬಸವರಾಜ ಅವರನ್ನು ಸಂದರ್ಭದಲ್ಲಿ ಜಿಲ್ಲಾ ವಕೀಲರ ಸಂಘದ ಅಧ್ಯಕ್ಷ ಉಮ್ಮತ್ತೂರು ಇಂದುಶೇಖರ್ ಅವರಿಂದು ಗೌರವಿಸಿದರು. ಈ ಸಂದರ್ಭದಲ್ಲಿ ವಿಶೇಷ: [131, 1199, 328, 1329]
- qr-poster-label: PAY: [947, 1658, 1006, 1670]
- nutrition-body: [780, 962, 1405, 1083]
- footer-line-1: OWNED, EDITOR, PUBLISHER & PRINTER : D.Shashidhar, Suddi Sanje, Daily Evening, Siddarth Nagar, Convent Hospital Road, Opp. Taluk Office, Double Road, CHAMARAJANAGAR.: [129, 2238, 1383, 2252]
